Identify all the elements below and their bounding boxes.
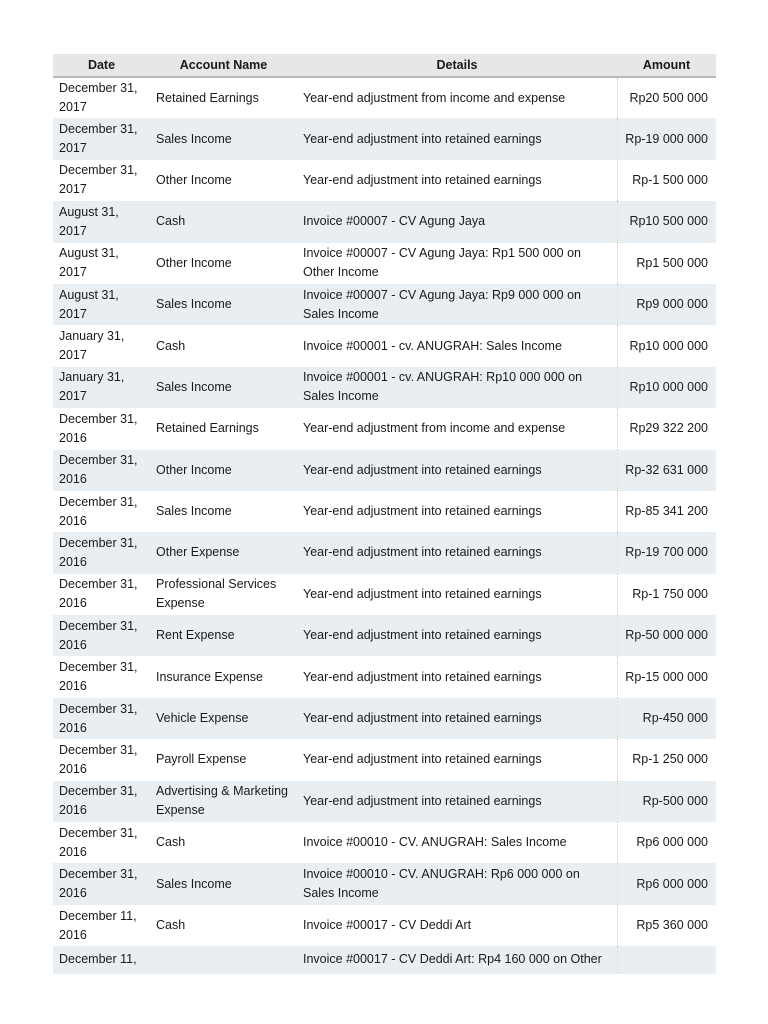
details-cell: Year-end adjustment into retained earnings	[303, 669, 542, 684]
date-cell: December 31, 2017	[53, 118, 150, 159]
date-cell: December 31, 2016	[59, 494, 138, 528]
table-row	[53, 491, 716, 532]
details-cell: Year-end adjustment into retained earnings	[297, 781, 617, 822]
account-name-cell: Insurance Expense	[156, 669, 264, 684]
amount-cell: Rp-85 341 200	[617, 491, 716, 532]
amount-cell: Rp-32 631 000	[617, 450, 716, 491]
account-name-cell: Other Expense	[150, 532, 297, 573]
amount-cell: Rp-450 000	[617, 698, 716, 739]
details-cell: Invoice #00007 - CV Agung Jaya: Rp9 000 000 on Sales Income	[297, 284, 617, 325]
date-cell: December 31, 2016	[53, 615, 150, 656]
date-cell: December 11,	[53, 946, 150, 974]
date-cell: December 31, 2016	[53, 781, 150, 822]
account-name-cell: Sales Income	[150, 284, 297, 325]
amount-cell	[617, 946, 716, 974]
details-cell: Year-end adjustment into retained earnings	[303, 586, 542, 601]
account-name-cell: Cash	[150, 201, 297, 242]
amount-cell: Rp-1 250 000	[617, 739, 716, 780]
table-row	[53, 574, 716, 615]
amount-cell: Rp6 000 000	[617, 822, 716, 863]
date-cell: December 31, 2016	[59, 411, 138, 445]
date-cell: December 31, 2017	[59, 163, 138, 197]
table-row	[53, 781, 716, 822]
details-cell: Invoice #00007 - CV Agung Jaya	[297, 201, 617, 242]
amount-cell: Rp6 000 000	[617, 863, 716, 904]
amount-cell: Rp29 322 200	[617, 408, 716, 449]
amount-cell: Rp-500 000	[617, 781, 716, 822]
account-name-cell: Cash	[156, 338, 186, 353]
table-row	[53, 450, 716, 491]
details-cell: Year-end adjustment into retained earnings	[297, 615, 617, 656]
amount-cell: Rp-19 700 000	[617, 532, 716, 573]
details-cell: Year-end adjustment into retained earnings	[297, 450, 617, 491]
details-cell: Year-end adjustment from income and expense	[303, 90, 566, 105]
amount-cell: Rp10 500 000	[617, 201, 716, 242]
account-name-cell: Sales Income	[150, 863, 297, 904]
table-header	[53, 54, 716, 77]
date-cell: December 31, 2017	[59, 81, 138, 115]
date-cell: August 31, 2017	[53, 284, 150, 325]
table-row	[53, 698, 716, 739]
amount-cell: Rp-1 500 000	[617, 160, 716, 201]
amount-cell: Rp9 000 000	[617, 284, 716, 325]
account-name-cell: Other Income	[156, 172, 232, 187]
table-row	[53, 160, 716, 201]
table-row	[53, 367, 716, 408]
table-row	[53, 77, 716, 118]
details-cell: Invoice #00010 - CV. ANUGRAH: Sales Income	[303, 835, 567, 850]
account-name-cell: Advertising & Marketing Expense	[150, 781, 297, 822]
date-cell: January 31, 2017	[53, 367, 150, 408]
date-cell: December 31, 2016	[59, 825, 138, 859]
column-header-account-name: Account Name	[150, 54, 297, 77]
date-cell: December 31, 2016	[59, 742, 138, 776]
date-cell: August 31, 2017	[53, 201, 150, 242]
table-row	[53, 863, 716, 904]
table-row	[53, 946, 716, 974]
account-name-cell: Sales Income	[150, 118, 297, 159]
account-name-cell: Retained Earnings	[156, 421, 259, 436]
account-name-cell: Sales Income	[150, 367, 297, 408]
details-cell: Year-end adjustment from income and expense	[303, 421, 566, 436]
table-row	[53, 284, 716, 325]
amount-cell: Rp-19 000 000	[617, 118, 716, 159]
date-cell: January 31, 2017	[59, 329, 125, 363]
date-cell: December 31, 2016	[59, 577, 138, 611]
column-header-date: Date	[53, 54, 150, 77]
header-row	[53, 54, 716, 77]
table-row	[53, 243, 716, 284]
details-cell: Invoice #00007 - CV Agung Jaya: Rp1 500 000 on Other Income	[303, 246, 581, 280]
table-row	[53, 905, 716, 946]
table-body	[53, 77, 716, 974]
details-cell: Year-end adjustment into retained earnings	[303, 504, 542, 519]
date-cell: December 31, 2016	[53, 863, 150, 904]
details-cell: Invoice #00017 - CV Deddi Art	[303, 918, 472, 932]
account-name-cell: Payroll Expense	[156, 752, 247, 767]
account-name-cell: Rent Expense	[150, 615, 297, 656]
account-name-cell	[150, 946, 297, 974]
details-cell: Invoice #00001 - cv. ANUGRAH: Sales Income	[303, 338, 562, 353]
table-row	[53, 201, 716, 242]
amount-cell: Rp-50 000 000	[617, 615, 716, 656]
details-cell: Year-end adjustment into retained earnings	[297, 118, 617, 159]
table-row	[53, 118, 716, 159]
date-cell: December 31, 2016	[53, 532, 150, 573]
date-cell: December 11, 2016	[59, 908, 137, 942]
account-name-cell: Cash	[156, 918, 186, 932]
date-cell: August 31, 2017	[59, 246, 119, 280]
details-cell: Year-end adjustment into retained earnings	[303, 752, 542, 767]
amount-cell: Rp1 500 000	[617, 243, 716, 284]
account-name-cell: Other Income	[156, 255, 232, 270]
account-name-cell: Vehicle Expense	[150, 698, 297, 739]
details-cell: Invoice #00017 - CV Deddi Art: Rp4 160 000 on Other	[297, 946, 617, 974]
date-cell: December 31, 2016	[53, 450, 150, 491]
details-cell: Year-end adjustment into retained earnings	[297, 532, 617, 573]
date-cell: December 31, 2016	[53, 698, 150, 739]
amount-cell: Rp10 000 000	[617, 367, 716, 408]
amount-cell: Rp-15 000 000	[617, 656, 716, 697]
column-header-details: Details	[297, 54, 617, 77]
table-row	[53, 739, 716, 780]
table-row	[53, 532, 716, 573]
account-name-cell: Cash	[156, 835, 186, 850]
table-row	[53, 656, 716, 697]
ledger-table	[53, 54, 716, 974]
account-name-cell: Other Income	[150, 450, 297, 491]
table-row	[53, 822, 716, 863]
details-cell: Invoice #00001 - cv. ANUGRAH: Rp10 000 000 on Sales Income	[297, 367, 617, 408]
table-row	[53, 408, 716, 449]
details-cell: Year-end adjustment into retained earnings	[297, 698, 617, 739]
table-row	[53, 615, 716, 656]
details-cell: Year-end adjustment into retained earnings	[303, 172, 542, 187]
amount-cell: Rp5 360 000	[617, 905, 716, 946]
date-cell: December 31, 2016	[59, 660, 138, 694]
amount-cell: Rp10 000 000	[617, 325, 716, 366]
account-name-cell: Retained Earnings	[156, 90, 259, 105]
details-cell: Invoice #00010 - CV. ANUGRAH: Rp6 000 000 on Sales Income	[297, 863, 617, 904]
column-header-amount: Amount	[617, 54, 716, 77]
table-row	[53, 325, 716, 366]
amount-cell: Rp-1 750 000	[617, 574, 716, 615]
account-name-cell: Professional Services Expense	[156, 577, 277, 611]
amount-cell: Rp20 500 000	[617, 77, 716, 118]
account-name-cell: Sales Income	[156, 504, 232, 519]
